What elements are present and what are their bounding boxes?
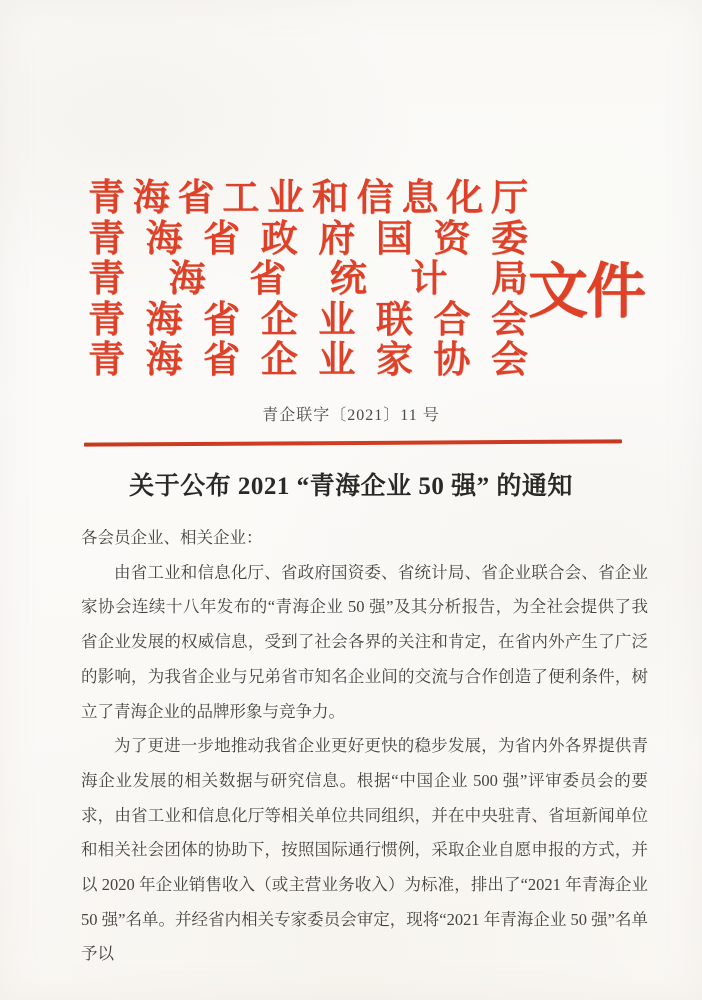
body-paragraph: 为了更进一步地推动我省企业更好更快的稳步发展，为省内外各界提供青海企业发展的相关数据与研究信息。根据“中国企业 500 强”评审委员会的要求，由省工业和信息化厅等相关单位共同组织，并在中央驻青、省垣新闻单位和相关社会团体的协助下，按照国际通行惯例，采取企业自愿申报的方式，并以 2020 年企业销售收入（或主营业务收入）为标准，排出了“2021 年青海企业 50 强”名单。并经省内相关专家委员会审定，现将“2021 年青海企业 50 强”名单予以 — [81, 736, 648, 964]
agency-name-line: 青海省统计局 — [88, 259, 528, 300]
reference-number: 青企联字〔2021〕11 号 — [262, 407, 440, 424]
document-title: 关于公布 2021 “青海企业 50 强” 的通知 — [129, 473, 573, 500]
document-body — [81, 521, 648, 972]
agency-name-line: 青海省政府国资委 — [88, 218, 528, 260]
agency-name-line: 青海省企业联合会 — [88, 299, 528, 341]
agency-name-line: 青海省企业家协会 — [88, 340, 528, 381]
letterhead — [88, 179, 528, 382]
agency-name-line: 青海省工业和信息化厅 — [88, 178, 528, 219]
salutation: 各会员企业、相关企业： — [81, 528, 263, 547]
document-type-label: 文件 — [528, 259, 644, 325]
body-paragraph: 由省工业和信息化厅、省政府国资委、省统计局、省企业联合会、省企业家协会连续十八年发布的“青海企业 50 强”及其分析报告，为全社会提供了我省企业发展的权威信息，受到了社会各界的关注和肯定，在省内外产生了广泛的影响，为我省企业与兄弟省市知名企业间的交流与合作创造了便利条件，树立了青海企业的品牌形象与竞争力。 — [81, 562, 648, 721]
red-divider-line — [84, 439, 622, 446]
